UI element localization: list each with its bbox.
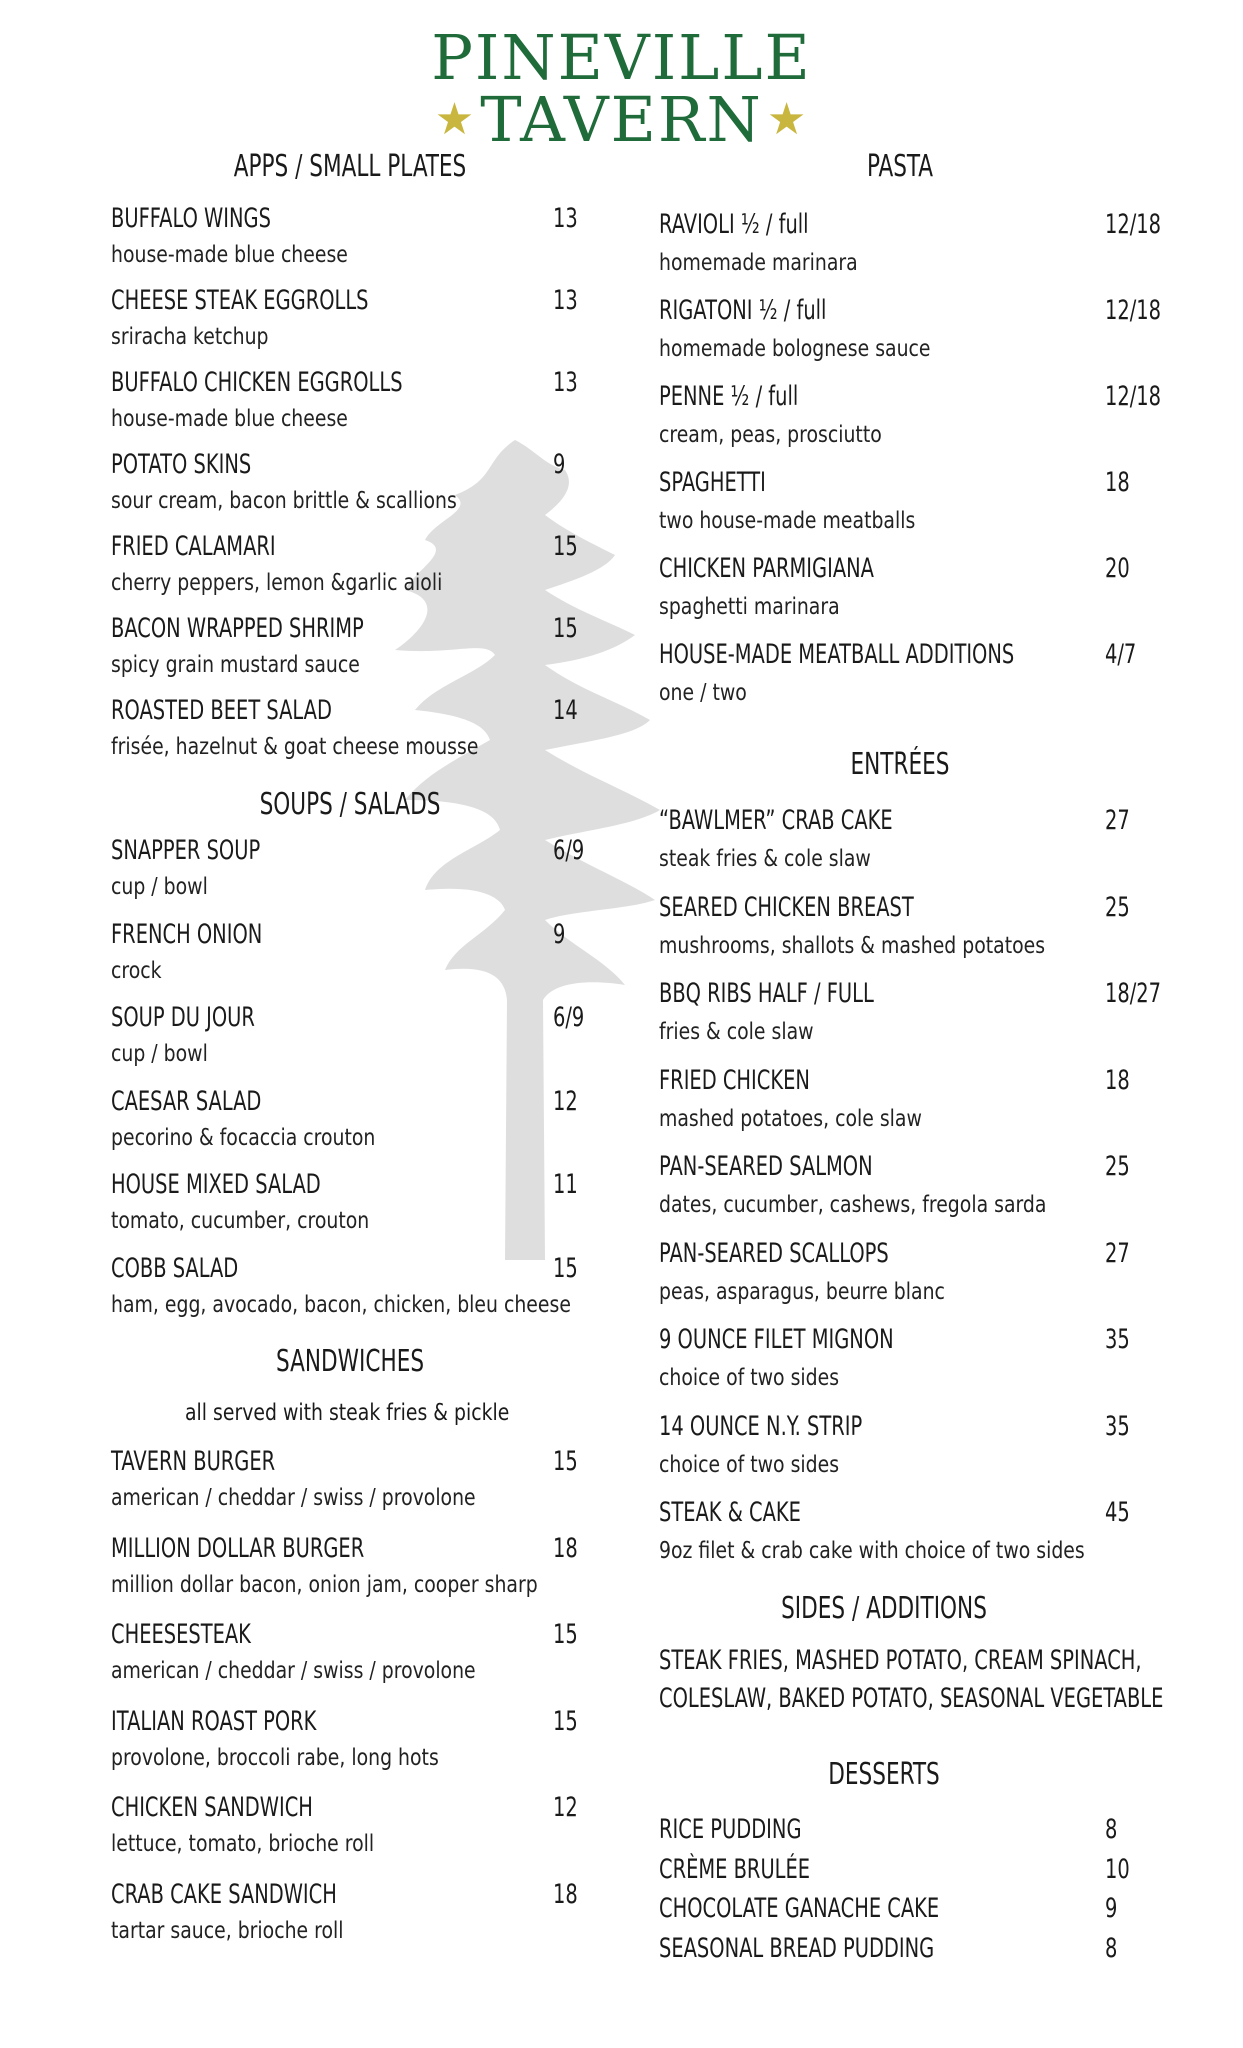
soups-heading: SOUPS / SALADS — [259, 787, 441, 822]
apps-item-name: BUFFALO CHICKEN EGGROLLS — [111, 367, 403, 398]
desserts-item-name: RICE PUDDING — [659, 1814, 802, 1845]
pasta-item-price: 12/18 — [1105, 209, 1162, 240]
entrees-item-price: 35 — [1105, 1410, 1130, 1442]
entrees-item-desc: dates, cucumber, cashews, fregola sarda — [659, 1192, 1047, 1218]
star-icon: ★ — [766, 94, 809, 145]
soups-item-name: COBB SALAD — [111, 1252, 239, 1284]
pasta-item-desc: two house-made meatballs — [659, 508, 916, 534]
entrees-item-price: 35 — [1105, 1324, 1130, 1355]
pasta-item-price: 12/18 — [1105, 381, 1162, 412]
sides-line2: COLESLAW, BAKED POTATO, SEASONAL VEGETABLE — [659, 1683, 1164, 1714]
sandwiches-item-name: CHEESESTEAK — [111, 1619, 251, 1650]
apps-item-desc: house-made blue cheese — [111, 406, 348, 432]
sandwiches-item-name: TAVERN BURGER — [111, 1446, 276, 1477]
sides-heading: SIDES / ADDITIONS — [781, 1591, 987, 1626]
apps-item-price: 13 — [553, 367, 578, 398]
desserts-item-name: CRÈME BRULÉE — [659, 1853, 811, 1885]
pasta-item-price: 12/18 — [1105, 295, 1162, 326]
entrees-heading: ENTRÉES — [850, 747, 950, 782]
entrees-item-desc: mushrooms, shallots & mashed potatoes — [659, 932, 1046, 959]
soups-item-desc: cup / bowl — [111, 1041, 208, 1067]
desserts-item-price: 10 — [1105, 1853, 1130, 1885]
entrees-item-name: 9 OUNCE FILET MIGNON — [659, 1324, 894, 1355]
pasta-item-price: 18 — [1105, 467, 1130, 498]
sandwiches-item-desc: million dollar bacon, onion jam, cooper sharp — [111, 1571, 538, 1598]
apps-item-name: FRIED CALAMARI — [111, 531, 276, 562]
apps-item-desc: spicy grain mustard sauce — [111, 652, 360, 678]
sandwiches-item-price: 12 — [553, 1792, 578, 1823]
sandwiches-item-price: 18 — [553, 1532, 578, 1564]
desserts-item-price: 8 — [1105, 1814, 1118, 1845]
apps-item-name: BACON WRAPPED SHRIMP — [111, 613, 364, 644]
apps-item-name: POTATO SKINS — [111, 449, 252, 480]
soups-item-desc: pecorino & focaccia crouton — [111, 1124, 376, 1151]
apps-item-price: 13 — [553, 203, 578, 234]
sandwiches-item-price: 15 — [553, 1446, 578, 1477]
pasta-item-name: SPAGHETTI — [659, 467, 766, 498]
pasta-item-price: 20 — [1105, 553, 1130, 584]
entrees-item-desc: 9oz filet & crab cake with choice of two sides — [659, 1538, 1085, 1564]
entrees-item-name: STEAK & CAKE — [659, 1497, 801, 1528]
sides-line1: STEAK FRIES, MASHED POTATO, CREAM SPINACH, — [659, 1645, 1142, 1676]
entrees-item-desc: steak fries & cole slaw — [659, 846, 871, 872]
soups-item-desc: cup / bowl — [111, 874, 208, 900]
star-icon: ★ — [434, 94, 477, 145]
sandwiches-item-name: CHICKEN SANDWICH — [111, 1792, 313, 1823]
entrees-item-price: 18 — [1105, 1064, 1130, 1096]
pasta-item-desc: one / two — [659, 680, 747, 706]
soups-item-name: CAESAR SALAD — [111, 1085, 262, 1117]
apps-item-price: 9 — [553, 449, 566, 480]
sandwiches-item-price: 15 — [553, 1619, 578, 1650]
entrees-item-name: 14 OUNCE N.Y. STRIP — [659, 1410, 863, 1442]
soups-item-desc: tomato, cucumber, crouton — [111, 1208, 370, 1234]
pasta-item-name: HOUSE-MADE MEATBALL ADDITIONS — [659, 639, 1015, 670]
sandwiches-note: all served with steak fries & pickle — [185, 1400, 510, 1426]
entrees-item-desc: peas, asparagus, beurre blanc — [659, 1278, 945, 1305]
logo — [0, 21, 1243, 156]
apps-item-price: 15 — [553, 613, 578, 644]
pasta-item-name: CHICKEN PARMIGIANA — [659, 553, 874, 584]
pasta-item-price: 4/7 — [1105, 639, 1137, 670]
entrees-item-price: 25 — [1105, 891, 1130, 923]
apps-item-price: 13 — [553, 285, 578, 316]
entrees-item-name: BBQ RIBS HALF / FULL — [659, 978, 874, 1009]
soups-item-price: 15 — [553, 1252, 578, 1284]
apps-heading: APPS / SMALL PLATES — [233, 149, 467, 184]
entrees-item-price: 18/27 — [1105, 978, 1162, 1009]
entrees-item-price: 25 — [1105, 1151, 1130, 1182]
soups-item-price: 11 — [553, 1169, 578, 1200]
desserts-heading: DESSERTS — [828, 1757, 940, 1792]
sandwiches-heading: SANDWICHES — [275, 1344, 425, 1379]
pasta-item-name: RAVIOLI ½ / full — [659, 209, 809, 240]
desserts-item-price: 8 — [1105, 1932, 1118, 1964]
desserts-item-name: CHOCOLATE GANACHE CAKE — [659, 1893, 940, 1924]
soups-item-name: FRENCH ONION — [111, 918, 263, 950]
sandwiches-item-desc: tartar sauce, brioche roll — [111, 1917, 344, 1944]
apps-item-desc: frisée, hazelnut & goat cheese mousse — [111, 734, 479, 760]
entrees-item-name: PAN-SEARED SALMON — [659, 1151, 873, 1182]
pasta-item-name: RIGATONI ½ / full — [659, 295, 827, 326]
entrees-item-name: PAN-SEARED SCALLOPS — [659, 1237, 889, 1269]
sandwiches-item-desc: american / cheddar / swiss / provolone — [111, 1658, 476, 1684]
entrees-item-desc: fries & cole slaw — [659, 1019, 814, 1045]
entrees-item-desc: choice of two sides — [659, 1365, 840, 1391]
entrees-item-name: “BAWLMER” CRAB CAKE — [659, 805, 893, 836]
soups-item-name: SOUP DU JOUR — [111, 1002, 255, 1033]
apps-item-desc: sriracha ketchup — [111, 324, 269, 350]
apps-item-name: ROASTED BEET SALAD — [111, 695, 332, 726]
soups-item-desc: crock — [111, 957, 162, 984]
logo-line2 — [0, 83, 1243, 156]
apps-item-name: CHEESE STEAK EGGROLLS — [111, 285, 369, 316]
soups-item-name: HOUSE MIXED SALAD — [111, 1169, 321, 1200]
soups-item-price: 9 — [553, 918, 566, 950]
pasta-item-desc: homemade marinara — [659, 250, 858, 276]
sandwiches-item-desc: american / cheddar / swiss / provolone — [111, 1485, 476, 1511]
entrees-item-price: 27 — [1105, 805, 1130, 836]
sandwiches-item-price: 15 — [553, 1705, 578, 1737]
entrees-item-price: 27 — [1105, 1237, 1130, 1269]
soups-item-price: 6/9 — [553, 1002, 585, 1033]
sandwiches-item-desc: provolone, broccoli rabe, long hots — [111, 1744, 439, 1771]
sandwiches-item-name: ITALIAN ROAST PORK — [111, 1705, 317, 1737]
sandwiches-item-price: 18 — [553, 1878, 578, 1910]
soups-item-name: SNAPPER SOUP — [111, 835, 261, 866]
sandwiches-item-name: CRAB CAKE SANDWICH — [111, 1878, 337, 1910]
apps-item-desc: sour cream, bacon brittle & scallions — [111, 488, 457, 514]
entrees-item-desc: choice of two sides — [659, 1451, 840, 1478]
apps-item-desc: cherry peppers, lemon &garlic aioli — [111, 570, 443, 596]
soups-item-desc: ham, egg, avocado, bacon, chicken, bleu cheese — [111, 1291, 571, 1318]
entrees-item-desc: mashed potatoes, cole slaw — [659, 1105, 922, 1132]
pasta-item-name: PENNE ½ / full — [659, 381, 799, 412]
pasta-heading: PASTA — [866, 149, 934, 184]
entrees-item-price: 45 — [1105, 1497, 1130, 1528]
logo-line2-text: TAVERN — [480, 83, 763, 156]
logo-line1: PINEVILLE — [431, 21, 812, 94]
entrees-item-name: SEARED CHICKEN BREAST — [659, 891, 914, 923]
soups-item-price: 12 — [553, 1085, 578, 1117]
soups-item-price: 6/9 — [553, 835, 585, 866]
pine-tree-watermark — [395, 440, 665, 1260]
entrees-item-name: FRIED CHICKEN — [659, 1064, 810, 1096]
apps-item-price: 14 — [553, 695, 578, 726]
sandwiches-item-desc: lettuce, tomato, brioche roll — [111, 1831, 375, 1857]
desserts-item-name: SEASONAL BREAD PUDDING — [659, 1932, 935, 1964]
apps-item-desc: house-made blue cheese — [111, 242, 348, 268]
pasta-item-desc: cream, peas, prosciutto — [659, 422, 882, 448]
pasta-item-desc: spaghetti marinara — [659, 594, 840, 620]
pasta-item-desc: homemade bolognese sauce — [659, 336, 931, 362]
apps-item-price: 15 — [553, 531, 578, 562]
sandwiches-item-name: MILLION DOLLAR BURGER — [111, 1532, 365, 1564]
apps-item-name: BUFFALO WINGS — [111, 203, 271, 234]
desserts-item-price: 9 — [1105, 1893, 1118, 1924]
